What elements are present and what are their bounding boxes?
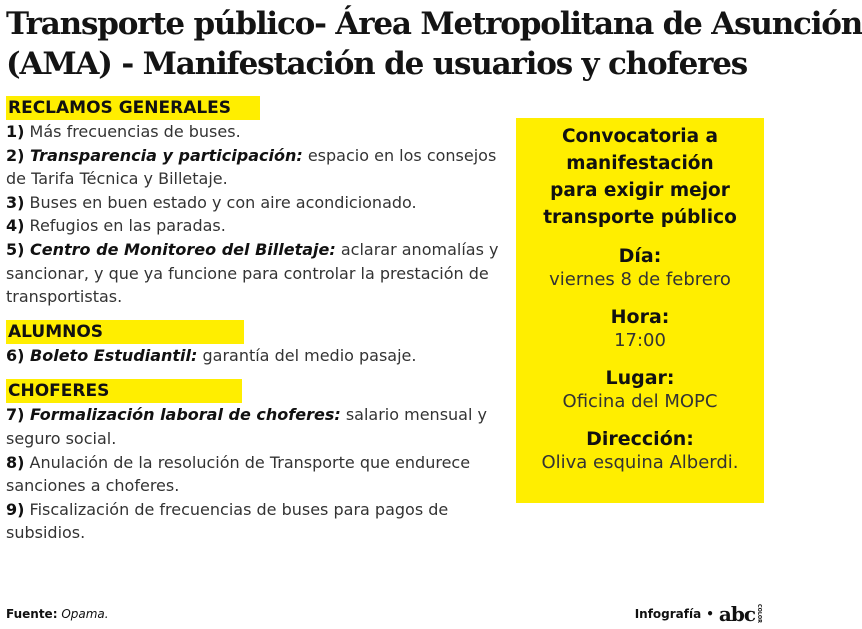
- list-item: 6) Boleto Estudiantil: garantía del medio pasaje.: [6, 345, 417, 365]
- title-line-2: (AMA) - Manifestación de usuarios y choferes: [6, 46, 747, 82]
- abc-logo: abc COLOR: [718, 602, 762, 626]
- bullet-separator: •: [706, 607, 714, 621]
- event-callout-box: [516, 118, 764, 503]
- list-item: 3) Buses en buen estado y con aire acondicionado.: [6, 192, 417, 212]
- infographic-credit: Infografía: [634, 607, 702, 621]
- list-item: 2) Transparencia y participación: espacio en los consejos de Tarifa Técnica y Billetaje.: [6, 145, 497, 189]
- list-item: 7) Formalización laboral de choferes: salario mensual y seguro social.: [6, 405, 487, 448]
- day-label: Día:: [618, 245, 662, 267]
- drivers-list: [6, 403, 506, 545]
- source-credit: [6, 607, 109, 621]
- address-value: Oliva esquina Alberdi.: [541, 452, 739, 473]
- list-item: 9) Fiscalización de frecuencias de buses para pagos de subsidios.: [6, 499, 449, 543]
- section-heading-general: RECLAMOS GENERALES: [6, 96, 260, 120]
- list-item: 1) Más frecuencias de buses.: [6, 122, 241, 141]
- time-value: 17:00: [614, 330, 666, 351]
- callout-title: Convocatoria a manifestación para exigir mejor transporte público: [543, 126, 737, 228]
- source-label: Fuente:: [6, 607, 58, 621]
- list-item: 5) Centro de Monitoreo del Billetaje: aclarar anomalías y sancionar, y que ya funcione para controlar la prestación de transportistas.: [6, 239, 499, 307]
- section-heading-students: ALUMNOS: [6, 320, 244, 344]
- demands-column: [6, 96, 506, 545]
- address-label: Dirección:: [586, 428, 694, 450]
- day-value: viernes 8 de febrero: [549, 269, 731, 290]
- publisher-credit: [635, 604, 762, 624]
- general-list: [6, 120, 506, 309]
- list-item: 8) Anulación de la resolución de Transporte que endurece sanciones a choferes.: [6, 452, 471, 496]
- title-line-1: Transporte público- Área Metropolitana de Asunción: [6, 6, 862, 42]
- place-value: Oficina del MOPC: [562, 391, 718, 412]
- section-heading-drivers: CHOFERES: [6, 379, 242, 403]
- infographic-title: [6, 4, 862, 84]
- list-item: 4) Refugios en las paradas.: [6, 216, 226, 236]
- place-label: Lugar:: [605, 367, 675, 389]
- time-label: Hora:: [610, 306, 670, 328]
- source-value: Opama.: [61, 607, 109, 621]
